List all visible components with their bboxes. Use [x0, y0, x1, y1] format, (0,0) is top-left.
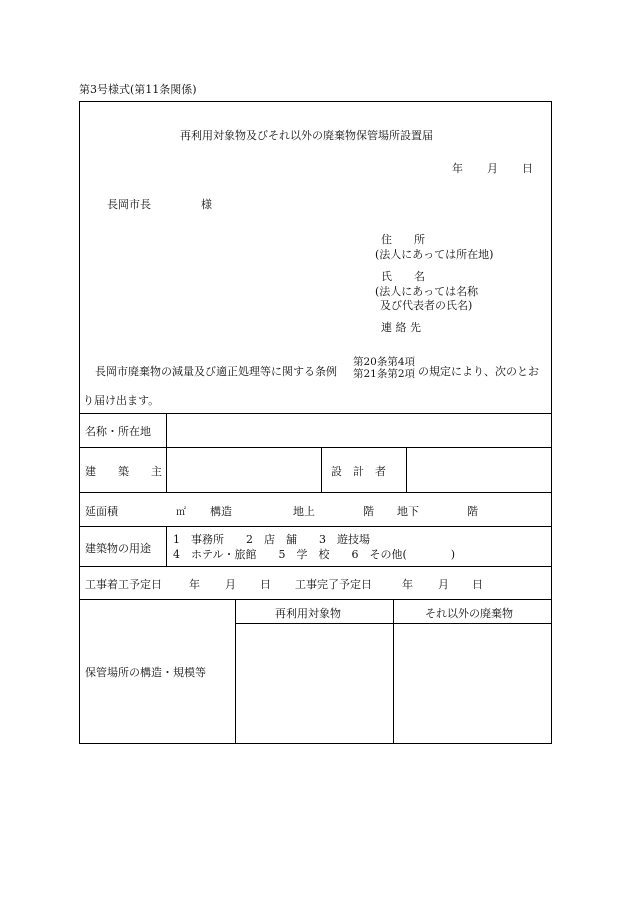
statement-article-1: 第20条第4項 — [353, 356, 416, 368]
address-note: (法人にあっては所在地) — [375, 248, 494, 261]
owner-field[interactable] — [168, 449, 320, 491]
completion-month-label: 月 — [438, 578, 449, 591]
usage-options-row2: 4 ホテル・旅館 5 学 校 6 その他( ) — [173, 548, 456, 561]
area-unit: ㎡ — [176, 507, 186, 518]
form-number-caption: 第3号様式(第11条関係) — [79, 83, 197, 96]
other-waste-storage-field[interactable] — [395, 625, 550, 742]
date-year-label: 年 — [452, 162, 463, 175]
start-day-label: 日 — [260, 578, 271, 591]
name-location-field[interactable] — [168, 415, 550, 446]
addressee-honorific: 様 — [201, 198, 212, 211]
start-year-label: 年 — [189, 578, 200, 591]
address-label: 住 所 — [381, 233, 425, 246]
statement-article-2: 第21条第2項 — [353, 368, 416, 380]
completion-day-label: 日 — [472, 578, 483, 591]
name-location-label: 名称・所在地 — [85, 425, 151, 438]
completion-date-label: 工事完了予定日 — [295, 578, 372, 591]
start-date-label: 工事着工予定日 — [85, 578, 162, 591]
name-note-1: (法人にあっては名称 — [375, 285, 479, 298]
usage-options-row1: 1 事務所 2 店 舗 3 遊技場 — [173, 533, 370, 546]
floors-above-label: 階 — [363, 505, 374, 518]
other-waste-column-header: それ以外の廃棄物 — [425, 607, 513, 620]
below-ground-label: 地下 — [397, 505, 419, 518]
statement-suffix: の規定により、次のとお — [418, 365, 539, 378]
date-month-label: 月 — [487, 162, 498, 175]
contact-label: 連 絡 先 — [381, 321, 421, 334]
designer-field[interactable] — [408, 449, 550, 491]
recycle-storage-field[interactable] — [237, 625, 392, 742]
statement-line2: り届け出ます。 — [83, 394, 160, 407]
name-label: 氏 名 — [381, 270, 425, 283]
storage-label: 保管場所の構造・規模等 — [85, 666, 206, 679]
designer-label: 設 計 者 — [331, 465, 386, 478]
statement-prefix: 長岡市廃棄物の減量及び適正処理等に関する条例 — [95, 365, 337, 378]
usage-label: 建築物の用途 — [85, 542, 151, 555]
above-ground-label: 地上 — [293, 505, 315, 518]
start-month-label: 月 — [225, 578, 236, 591]
owner-label: 建 築 主 — [85, 465, 162, 478]
date-day-label: 日 — [522, 162, 533, 175]
addressee-name: 長岡市長 — [107, 198, 151, 211]
name-note-2: 及び代表者の氏名) — [380, 299, 473, 312]
completion-year-label: 年 — [402, 578, 413, 591]
floors-below-label: 階 — [467, 505, 478, 518]
form-title: 再利用対象物及びそれ以外の廃棄物保管場所設置届 — [180, 129, 433, 142]
structure-label: 構造 — [210, 505, 232, 518]
recycle-column-header: 再利用対象物 — [275, 607, 341, 620]
floor-area-label: 延面積 — [85, 505, 118, 518]
